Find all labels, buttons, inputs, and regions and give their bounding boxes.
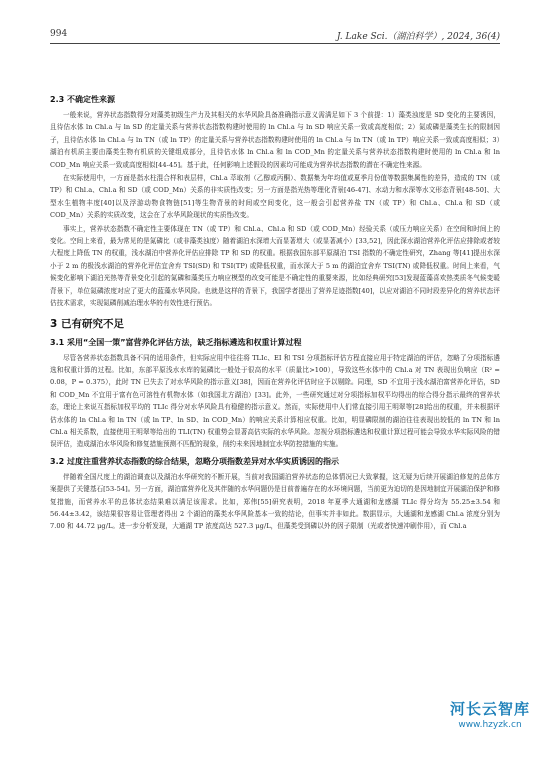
section-3-1-heading: 3.1 采用“全国一策”富营养化评估方法，缺乏指标遴选和权重计算过程 [50, 337, 302, 347]
section-2-3-paragraph-2: 在实际使用中，一方面是指水柱混合样和表层样，Chl.a 萃取剂（乙醇或丙酮）、数据集为年均值或夏季月份值等数据集属性的差异，造成的 TN（或 TP）和 Chl.a、Chl.a 和 SD（或 COD_Mn）关系的非实质性改变；另一方面是指光热等理化背景[46-47]、水动力和水深等水文形态背景[48-50]、大型水生植物丰度[40]以及浮游动物食物链[51]等生物背景的时间或空间变化，这一般会引起营养盐 TN（或 TP）和 Chl.a、Chl.a 和 SD（或 COD_Mn）关系的实质改变，这会在了水华风险现状的实质性改变。 [50, 174, 500, 220]
header-rule [50, 43, 500, 44]
section-3-2-heading: 3.2 过度注重营养状态指数的综合结果，忽略分项指数差异对水华实质诱因的指示 [50, 456, 339, 466]
journal-citation: J. Lake Sci.（湖泊科学）, 2024, 36(4) [336, 32, 500, 42]
page-number: 994 [50, 29, 68, 39]
section-3-2-paragraph-1: 伴随着全国尺度上的湖泊调查以及湖泊水华研究的不断开展，当前对我国湖泊营养状态的总体情况已大致掌握，这无疑为后续开展湖泊修复的总体方案提供了关键基石[53-54]。另一方面，湖泊富营养化及其伴随的水华问题仍是目前普遍存在的水环境问题，当前更为迫切的是因地制宜开展湖泊保护和修复措施，而营养水平的总体状态结果难以满足该需求。比如，郑伟[55]研究表明，2018 年夏季大通湖和龙感湖 TLIc 得分均为 55.25±3.54 和 56.44±3.42，该结果很容易让管理者得出 2 个湖泊的藻类水华风险基本一致的结论，但事实并非如此。数据显示，大通湖和龙感湖 Chl.a 浓度分别为 7.00 和 44.72 μg/L。进一步分析发现，大通湖 TP 浓度高达 527.3 μg/L，但藻类受到磷以外的因子限制（光或者快速冲刷作用），而 Chl.a [50, 472, 500, 531]
section-2-3-heading: 2.3 不确定性来源 [50, 95, 115, 104]
watermark-url: www.hzyzk.cn [458, 720, 522, 730]
section-2-3-paragraph-1: 一般来说，营养状态指数得分对藻类初级生产力及其相关的水华风险具备准确指示意义需满足如下 3 个前提：1）藻类浊度是 SD 变化的主要诱因，且待估水体 ln Chl.a 与 ln SD 的定量关系与营养状态指数构建时使用的 ln Chl.a 与 ln SD 响应关系一致或高度相似；2）氮或磷是藻类生长的限制因子，且待估水体 ln Chl.a 与 ln TN（或 ln TP）的定量关系与营养状态指数构建时使用的 ln Chl.a 与 ln TN（或 ln TP）响应关系一致或高度相似；3）湖泊有机质主要由藻类生物有机质的关键组成部分，且待估水体 ln Chl.a 和 ln COD_Mn 的定量关系与营养状态指数构建时使用的 ln Chl.a 和 ln COD_Mn 响应关系一致或高度相似[44-45]。基于此，任何影响上述假设的因素均可能成为营养状态指数的潜在不确定性来源。 [50, 111, 500, 169]
section-2-3-paragraph-3: 事实上，营养状态指数不确定性主要体现在 TN（或 TP）和 Chl.a、Chl.a 和 SD（或 COD_Mn）经验关系（或压力响应关系）在空间和时间上的变化。空间上来看，最为常见的是氮磷比（或非藻类浊度）随着湖泊水深增大而显著增大（或显著减小）[33,52]，因此深水湖泊营养化评估应排除或者较大程度上降低 TN 的权重，浅水湖泊中营养化评估应排除 TP 和 SD 的权重。根据我国东部平原湖泊 TSI 指数的不确定性研究，Zhang 等[41]提出水深小于 2 m 的极浅水湖泊的营养化评估宜舍弃 TSI(SD) 和 TSI(TP) 或降低权重，而水深大于 5 m 的湖泊宜舍弃 TSI(TN) 或降低权重。时间上来看，气候变化影响下湖泊光热等背景变化引起的氮磷和藻类压力响应模型的改变可能是不确定性的重要来源，比如经典研究[53]发现蓝藻喜欢热类质冬气候变暖背景下，单位氮磷浓度对应了更大的蓝藻水华风险。也就是这样的背景下，我国学者提出了营养足迹指数[40]，以应对湖泊不同时段差异化的营养状态评估技术需求，实现氮磷削减治理水华的有效性进行预估。 [50, 224, 500, 308]
article-body [50, 94, 500, 534]
watermark-name: 河长云智库 [449, 700, 530, 718]
section-3-heading: 3 已有研究不足 [50, 317, 124, 330]
section-3-1-paragraph-1: 尽管各营养状态指数具备不同的适用条件，但实际应用中往往将 TLIc、EI 和 TSI 分项指标评估方程直接应用于特定湖泊的评估，忽略了分项指标遴选和权重计算的过程。比如，东部平原浅水水库的氮磷比一般处于很高的水平（质量比>100），导致这些水体中的 Chl.a 对 TN 表现出负响应（R² = 0.08，P = 0.375），此时 TN 已失去了对水华风险的指示意义[38]，因而在营养化评估时应予以剔除。同理，SD 不宜用于浅水湖泊富营养化评估，SD 和 COD_Mn 不宜用于富有色可溶性有机物水体（如我国北方湖泊）[33]。此外，一些研究通过对分项指标加权平均得出的综合得分指示最终的营养状态，理论上来说互指标加权平均的 TLIc 得分对水华风险具有稳健的指示意义。然而，实际使用中人们常直接引用王明翠等[28]给出的权重，并未根据评估水体的 ln Chl.a 和 ln TN（或 ln TP、ln SD、ln COD_Mn）的响应关系计算相应权重。比如，明显磷限制的湖泊往往表现出较低的 ln TN 和 ln Chl.a 相关系数，直接使用王明翠等给出的 TLI(TN) 权重势会显著高估实际的水华风险。忽视分项指标遴选和权重计算过程可能会导致水华实际风险的错误评估，造成湖泊水华风险和修复措施预测不匹配的现象，削约未来因地制宜水华防控措施的实施。 [50, 353, 500, 449]
watermark-logo [450, 698, 530, 730]
